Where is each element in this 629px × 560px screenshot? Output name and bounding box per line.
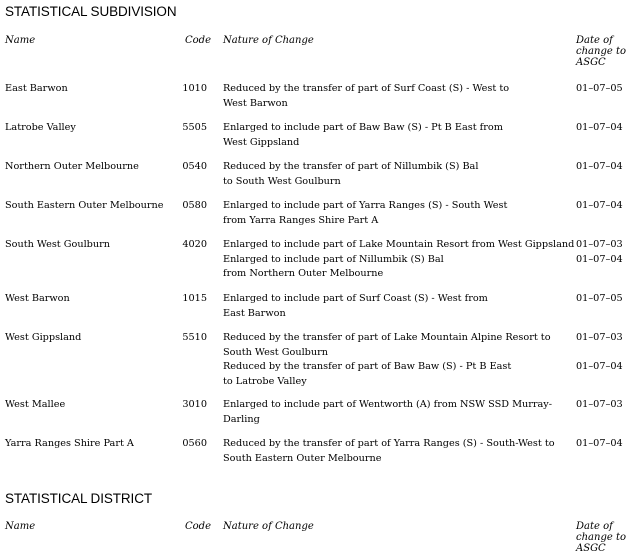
row-code: 0580: [182, 200, 207, 211]
row-code: 5510: [182, 332, 207, 343]
row-change-description: [223, 238, 574, 253]
section-heading-district: STATISTICAL DISTRICT: [5, 491, 153, 506]
row-name: South Eastern Outer Melbourne: [5, 200, 164, 211]
row-change-description: [223, 331, 551, 360]
change-description-line: Enlarged to include part of Nillumbik (S) Bal: [223, 253, 444, 265]
change-description-line: from Northern Outer Melbourne: [223, 268, 384, 279]
row-code: 1010: [182, 83, 207, 94]
column-header-date: [576, 35, 626, 68]
row-code: 5505: [182, 122, 207, 133]
column-header-date: [576, 521, 626, 554]
row-name: Yarra Ranges Shire Part A: [5, 438, 134, 449]
change-description-line: Reduced by the transfer of part of Nillumbik (S) Bal: [223, 161, 479, 172]
row-code: 1015: [182, 293, 207, 304]
change-description-line: South West Goulburn: [223, 346, 328, 358]
row-change-date: 01–07–05: [576, 293, 623, 304]
row-name: West Mallee: [5, 399, 66, 410]
row-change-description: [223, 199, 507, 228]
change-description-line: Reduced by the transfer of part of Yarra Ranges (S) - South-West to: [223, 438, 555, 449]
row-change-description: [223, 160, 478, 189]
date-header-line: ASGC: [576, 57, 606, 68]
column-header-name: Name: [5, 521, 36, 532]
date-header-line: Date of: [576, 521, 613, 532]
column-header-code: Code: [185, 35, 211, 46]
change-description-line: West Barwon: [223, 97, 288, 109]
row-name: East Barwon: [5, 83, 68, 94]
date-header-line: change to: [576, 46, 626, 57]
row-change-date: 01–07–04: [576, 122, 623, 133]
row-code: 4020: [182, 239, 207, 250]
row-change-date: 01–07–03: [576, 399, 623, 410]
change-description-line: Enlarged to include part of Surf Coast (S) - West from: [223, 293, 488, 304]
row-change-date: 01–07–04: [576, 438, 623, 449]
row-change-description: [223, 360, 511, 389]
change-description-line: Enlarged to include part of Wentworth (A) from NSW SSD Murray-: [223, 399, 553, 410]
change-description-line: Enlarged to include part of Baw Baw (S) - Pt B East from: [223, 122, 503, 133]
change-description-line: Enlarged to include part of Lake Mountain Resort from West Gippsland: [223, 239, 575, 250]
column-header-nature: Nature of Change: [223, 35, 314, 46]
row-name: South West Goulburn: [5, 239, 110, 250]
change-description-line: West Gippsland: [223, 136, 300, 148]
row-change-date: 01–07–04: [576, 253, 623, 265]
row-code: 0540: [182, 161, 207, 172]
row-change-date: 01–07–05: [576, 83, 623, 94]
change-description-line: East Barwon: [223, 307, 286, 319]
row-change-date: 01–07–04: [576, 361, 623, 372]
change-description-line: South Eastern Outer Melbourne: [223, 452, 382, 464]
column-header-code: Code: [185, 521, 211, 532]
change-description-line: Enlarged to include part of Yarra Ranges (S) - South West: [223, 200, 508, 211]
change-description-line: to South West Goulburn: [223, 175, 341, 187]
row-change-date: 01–07–04: [576, 161, 623, 172]
row-name: West Barwon: [5, 293, 70, 304]
change-description-line: Reduced by the transfer of part of Baw Baw (S) - Pt B East: [223, 361, 512, 372]
change-description-line: Reduced by the transfer of part of Surf Coast (S) - West to: [223, 83, 510, 94]
row-change-description: [223, 121, 503, 150]
change-description-line: Darling: [223, 413, 260, 425]
row-change-description: [223, 398, 552, 427]
row-change-description: [223, 292, 488, 321]
change-description-line: Reduced by the transfer of part of Lake Mountain Alpine Resort to: [223, 332, 551, 343]
row-change-date: 01–07–03: [576, 332, 623, 343]
row-name: West Gippsland: [5, 332, 82, 343]
row-change-date: 01–07–03: [576, 239, 623, 250]
date-header-line: ASGC: [576, 543, 606, 554]
row-change-description: [223, 437, 555, 466]
column-header-name: Name: [5, 35, 36, 46]
change-description-line: to Latrobe Valley: [223, 375, 307, 387]
row-code: 0560: [182, 438, 207, 449]
row-change-date: 01–07–04: [576, 200, 623, 211]
row-change-description: [223, 82, 509, 111]
column-header-nature: Nature of Change: [223, 521, 314, 532]
row-code: 3010: [182, 399, 207, 410]
row-name: Latrobe Valley: [5, 122, 76, 133]
section-heading-subdivision: STATISTICAL SUBDIVISION: [5, 4, 177, 19]
row-name: Northern Outer Melbourne: [5, 161, 139, 172]
change-description-line: from Yarra Ranges Shire Part A: [223, 214, 379, 226]
date-header-line: change to: [576, 532, 626, 543]
row-change-description: [223, 253, 444, 282]
date-header-line: Date of: [576, 35, 613, 46]
